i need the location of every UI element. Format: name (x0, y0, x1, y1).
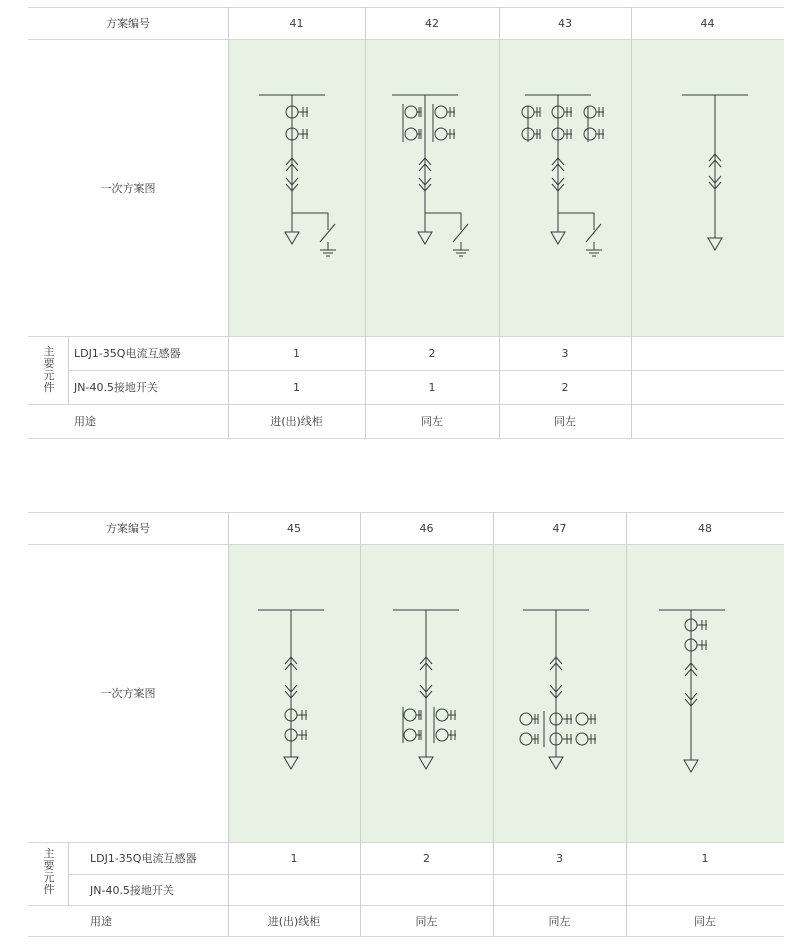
single-line-diagram-47 (520, 607, 610, 787)
row-label-earth-switch: JN-40.5接地开关 (90, 883, 174, 897)
single-line-diagram-43 (518, 92, 614, 272)
usage-value: 同左 (694, 914, 716, 928)
earth-switch-count (493, 874, 626, 905)
usage-value: 进(出)线柜 (270, 415, 323, 428)
group-label: 主 要 元 件 (43, 345, 55, 394)
scheme-number: 42 (425, 16, 439, 30)
diagram-label: 一次方案图 (100, 181, 156, 195)
single-line-diagram-42 (389, 92, 479, 272)
ct-count: 1 (290, 851, 298, 865)
scheme-number: 41 (289, 16, 304, 30)
earth-switch-count (626, 874, 784, 905)
ct-count: 1 (293, 346, 300, 360)
usage-value: 同左 (548, 914, 571, 928)
usage-value (631, 404, 784, 438)
usage-label: 用途 (74, 415, 96, 428)
ct-count: 1 (701, 851, 709, 865)
single-line-diagram-46 (390, 607, 480, 787)
header-label: 方案编号 (106, 17, 150, 30)
usage-value: 同左 (554, 415, 576, 428)
ct-count: 3 (556, 851, 563, 865)
group-label: 主 要 元 件 (43, 847, 55, 896)
earth-switch-count: 2 (561, 380, 569, 394)
row-label-ct: LDJ1-35Q电流互感器 (74, 347, 181, 360)
scheme-number: 45 (287, 521, 301, 535)
ct-count: 2 (423, 851, 430, 865)
scheme-number: 44 (700, 16, 715, 30)
ct-count: 2 (428, 346, 436, 360)
scheme-number: 46 (419, 521, 434, 535)
row-label-ct: LDJ1-35Q电流互感器 (90, 852, 197, 865)
scheme-table-2 (28, 511, 784, 941)
scheme-table-1 (28, 6, 784, 442)
scheme-number: 47 (552, 521, 567, 535)
usage-label: 用途 (90, 914, 112, 928)
earth-switch-count (228, 874, 360, 905)
single-line-diagram-41 (256, 92, 346, 272)
ct-count: 3 (561, 346, 569, 360)
earth-switch-count: 1 (293, 380, 300, 394)
earth-switch-count (631, 370, 784, 404)
earth-switch-count: 1 (428, 380, 436, 394)
usage-value: 进(出)线柜 (267, 914, 321, 928)
diagram-label: 一次方案图 (100, 687, 156, 700)
row-label-earth-switch: JN-40.5接地开关 (74, 381, 158, 394)
header-label: 方案编号 (106, 522, 150, 535)
ct-count (631, 336, 784, 370)
single-line-diagram-44 (679, 92, 769, 272)
usage-value: 同左 (421, 415, 443, 428)
single-line-diagram-48 (656, 607, 746, 787)
scheme-number: 48 (698, 521, 712, 535)
scheme-number: 43 (558, 16, 572, 30)
usage-value: 同左 (415, 914, 438, 928)
earth-switch-count (360, 874, 493, 905)
single-line-diagram-45 (255, 607, 345, 787)
